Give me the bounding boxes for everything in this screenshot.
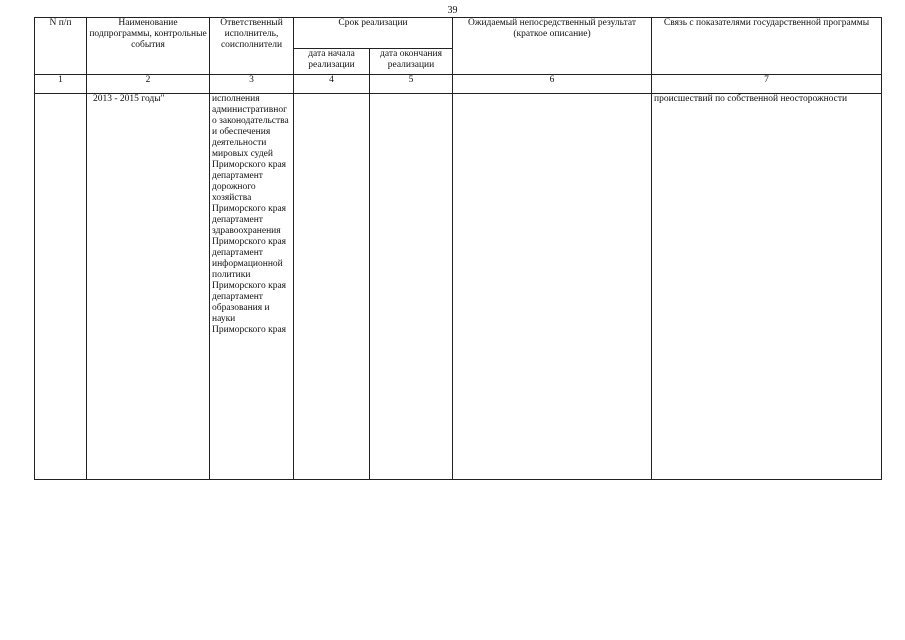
column-numbers-row	[35, 75, 882, 94]
header-end-date: дата окончания реализации	[370, 49, 453, 75]
row-end-cell	[370, 94, 453, 480]
header-num: N п/п	[35, 18, 87, 75]
page-number: 39	[447, 5, 458, 16]
table-row	[35, 94, 882, 480]
header-term: Срок реализации	[294, 18, 453, 49]
row-responsible-cell: исполнения административного законодательства и обеспечения деятельности мировых судей Приморского края департамент дорожного хозяйства Приморского края департамент здравоохранения Приморского края департамент информационной политики Приморского края департамент образования и науки Приморского края	[210, 94, 294, 480]
header-name: Наименование подпрограммы, контрольные события	[87, 18, 210, 75]
column-number: 4	[294, 75, 370, 94]
header-responsible: Ответственный исполнитель, соисполнители	[210, 18, 294, 75]
header-start-date: дата начала реализации	[294, 49, 370, 75]
column-number: 5	[370, 75, 453, 94]
header-link: Связь с показателями государственной программы	[652, 18, 882, 75]
column-number: 3	[210, 75, 294, 94]
column-number: 6	[453, 75, 652, 94]
row-num-cell	[35, 94, 87, 480]
column-number: 7	[652, 75, 882, 94]
program-table	[34, 17, 882, 480]
row-link-cell: происшествий по собственной неосторожности	[652, 94, 882, 480]
header-row-1	[35, 18, 882, 49]
header-result: Ожидаемый непосредственный результат (краткое описание)	[453, 18, 652, 75]
row-name-cell: 2013 - 2015 годы"	[87, 94, 210, 480]
row-result-cell	[453, 94, 652, 480]
column-number: 1	[35, 75, 87, 94]
column-number: 2	[87, 75, 210, 94]
row-start-cell	[294, 94, 370, 480]
